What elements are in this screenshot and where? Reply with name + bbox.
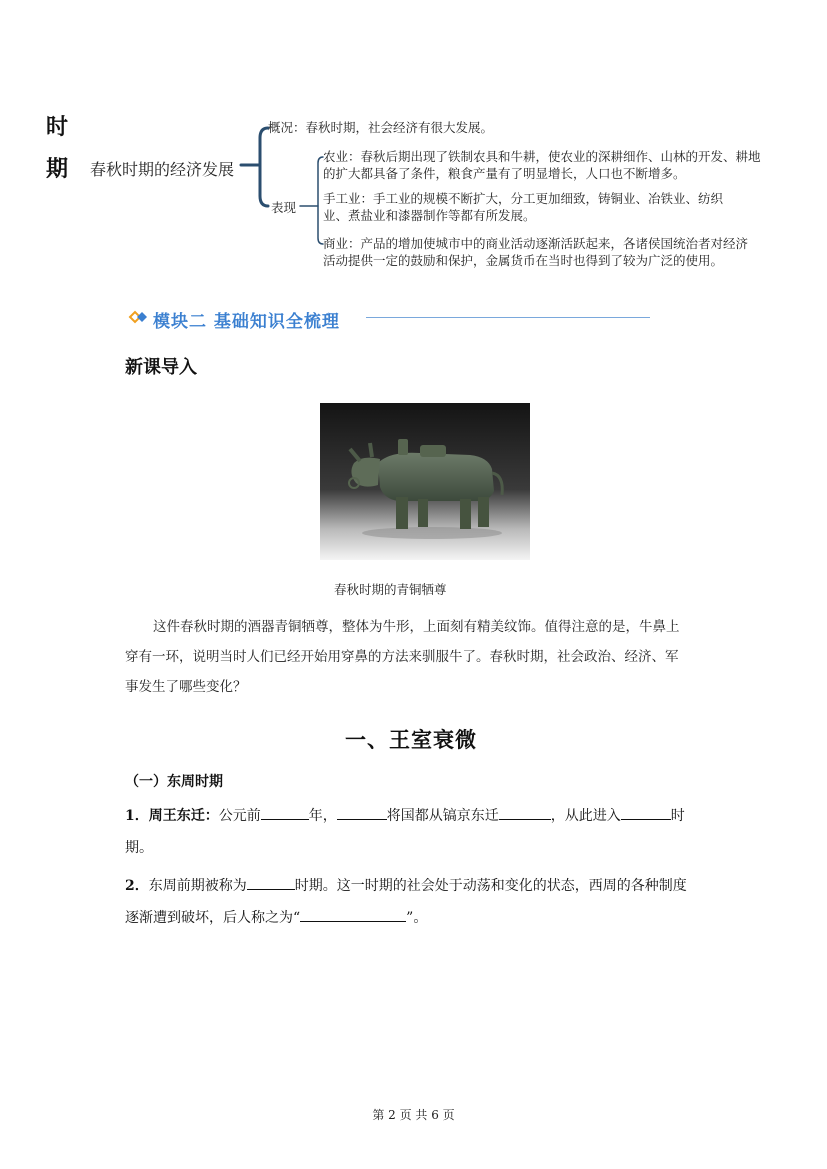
item-1: 1．周王东迁：公元前 年， 将国都从镐京东迁 ，从此进入 时 期。 xyxy=(125,800,725,864)
blank-era[interactable] xyxy=(247,874,295,890)
blank-period[interactable] xyxy=(621,804,671,820)
blank-capital[interactable] xyxy=(499,804,551,820)
commerce-node: 商业：产品的增加使城市中的商业活动逐渐活跃起来，各诸侯国统治者对经济 活动提供一定的鼓励和保护，金属货币在当时也得到了较为广泛的使用。 xyxy=(323,236,749,268)
agriculture-node: 农业：春秋后期出现了铁制农具和牛耕，使农业的深耕细作、山林的开发、耕地 的扩大都具备了条件，粮食产量有了明显增长，人口也不断增多。 xyxy=(323,149,761,181)
page-footer: 第 2 页 共 6 页 xyxy=(372,1108,455,1122)
double-diamond-icon xyxy=(128,309,150,325)
item-2: 2．东周前期被称为 时期。这一时期的社会处于动荡和变化的状态，西周的各种制度 逐渐遭到破坏，后人称之为“ ”。 xyxy=(125,870,725,934)
subsection-heading: （一）东周时期 xyxy=(125,774,223,790)
handicraft-node: 手工业：手工业的规模不断扩大，分工更加细致，铸铜业、冶铁业、纺织 业、煮盐业和漆器制作等都有所发展。 xyxy=(323,191,724,223)
module-divider xyxy=(366,317,650,318)
mindmap-topic: 春秋时期的经济发展 xyxy=(90,160,235,179)
blank-person[interactable] xyxy=(337,804,387,820)
bronze-ox-zun-image xyxy=(320,403,530,560)
blank-phrase[interactable] xyxy=(300,906,406,922)
module-title: 模块二 基础知识全梳理 xyxy=(153,312,340,332)
blank-year[interactable] xyxy=(261,804,309,820)
side-char-bottom: 期 xyxy=(46,156,69,182)
overview-node: 概况：春秋时期，社会经济有很大发展。 xyxy=(268,120,494,135)
manifest-label: 表现 xyxy=(271,200,297,215)
new-lesson-heading: 新课导入 xyxy=(125,357,197,378)
intro-paragraph: 这件春秋时期的酒器青铜牺尊，整体为牛形，上面刻有精美纹饰。值得注意的是，牛鼻上 穿有一环，说明当时人们已经开始用穿鼻的方法来驯服牛了。春秋时期，社会政治、经济、军 事发生了哪些变化？ xyxy=(125,619,680,695)
side-char-top: 时 xyxy=(46,114,69,140)
chapter-title: 一、王室衰微 xyxy=(345,727,477,752)
image-caption: 春秋时期的青铜牺尊 xyxy=(334,582,447,597)
